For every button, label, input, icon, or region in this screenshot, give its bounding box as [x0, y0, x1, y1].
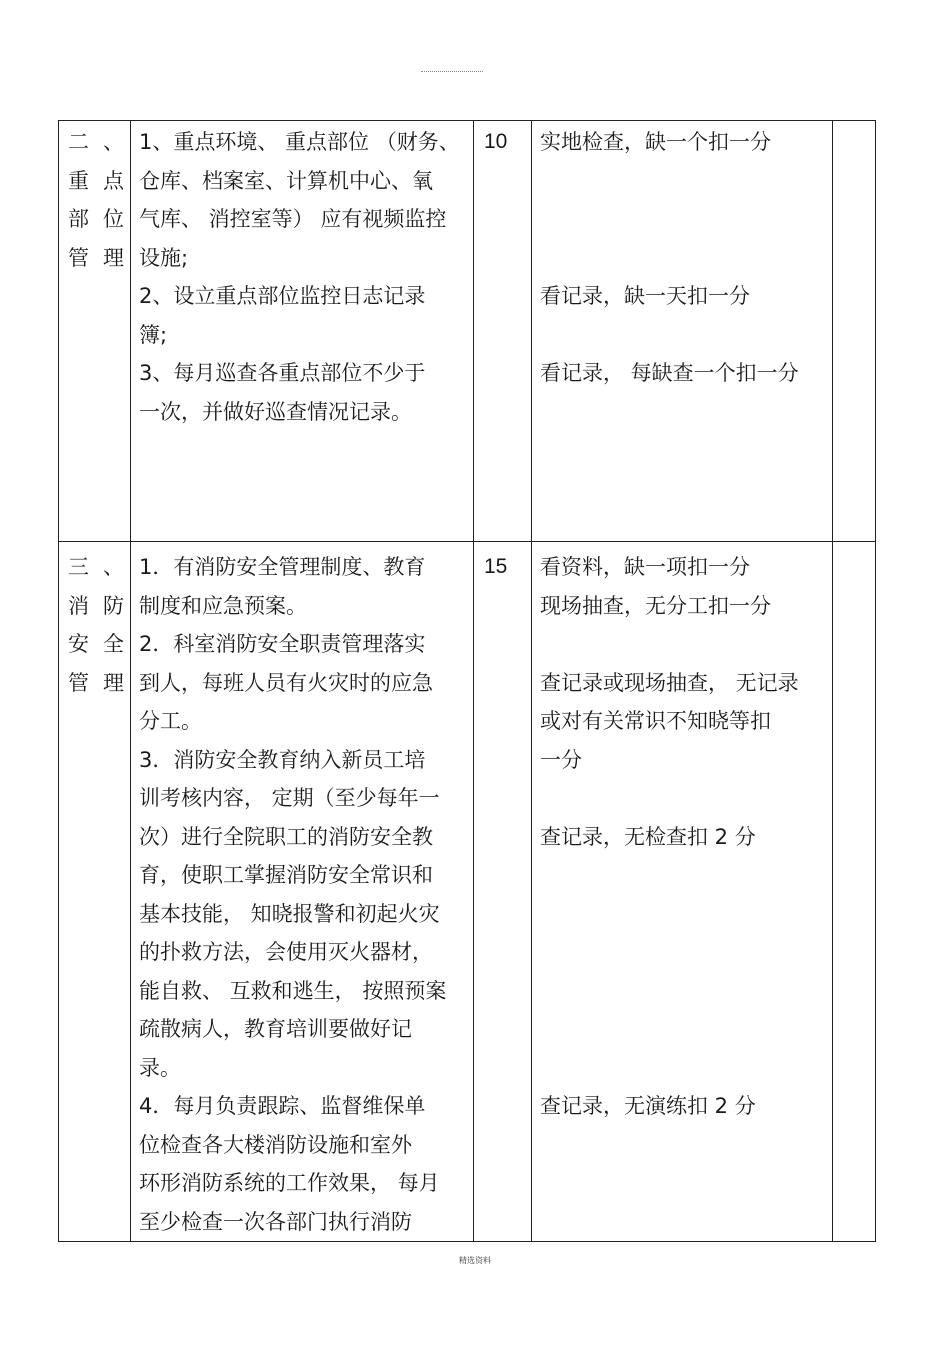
category-line: 管理 [68, 670, 124, 695]
category-line: 消 防 [68, 593, 124, 618]
criteria-line: 一分 [540, 747, 582, 772]
content-line: 的扑救方法，会使用灭火器材， [139, 940, 433, 964]
category-line: 安 全 [68, 632, 124, 656]
content-line: 制度和应急预案。 [139, 593, 307, 618]
criteria-line: 查记录，无检查扣 2 分 [540, 824, 756, 849]
content-line: 1．有消防安全管理制度、教育 [139, 555, 426, 579]
criteria-line: 看资料，缺一项扣一分 [540, 555, 750, 579]
category-line: 三 、 [68, 555, 124, 579]
content-line: 一次，并做好巡查情况记录。 [139, 399, 412, 424]
blank-cell [833, 542, 876, 1242]
content-line: 录。 [139, 1055, 181, 1080]
table-row [59, 121, 876, 542]
content-line: 气库、 消控室等） 应有视频监控 [139, 207, 447, 231]
criteria-line: 查记录或现场抽查， 无记录 [540, 670, 799, 695]
score-cell [474, 542, 532, 1242]
criteria-line: 看记录， 每缺查一个扣一分 [540, 361, 799, 385]
content-line: 环形消防系统的工作效果， 每月 [139, 1171, 440, 1195]
score-cell [474, 121, 532, 542]
content-line: 3、每月巡查各重点部位不少于 [139, 361, 426, 385]
score-value: 10 [484, 130, 508, 153]
content-line: 至少检查一次各部门执行消防 [139, 1209, 412, 1234]
criteria-cell [532, 542, 833, 1242]
content-line: 到人，每班人员有火灾时的应急 [139, 670, 433, 695]
category-line: 部位 [68, 207, 124, 231]
category-line: 重 点 [68, 168, 124, 193]
criteria-line: 实地检查，缺一个扣一分 [540, 130, 771, 154]
content-line: 1、重点环境、 重点部位 （财务、 [139, 130, 460, 154]
content-line: 基本技能， 知晓报警和初起火灾 [139, 901, 440, 926]
content-line: 能自救、 互救和逃生， 按照预案 [139, 978, 447, 1003]
content-line: 簿; [139, 322, 168, 347]
score-value: 15 [484, 555, 508, 578]
criteria-line: 看记录，缺一天扣一分 [540, 284, 750, 308]
content-line: 训考核内容， 定期（至少每年一 [139, 786, 440, 810]
criteria-line: 或对有关常识不知晓等扣 [540, 709, 771, 733]
content-line: 2、设立重点部位监控日志记录 [139, 284, 426, 308]
criteria-line: 查记录，无演练扣 2 分 [540, 1094, 756, 1118]
content-line: 次）进行全院职工的消防安全教 [139, 824, 433, 849]
content-line: 2．科室消防安全职责管理落实 [139, 632, 426, 656]
category-line: 二 、 [68, 130, 124, 154]
criteria-line: 现场抽查，无分工扣一分 [540, 593, 771, 618]
category-cell [59, 542, 131, 1242]
content-line: 分工。 [139, 709, 202, 733]
content-line: 育，使职工掌握消防安全常识和 [139, 863, 433, 887]
content-line: 位检查各大楼消防设施和室外 [139, 1132, 412, 1157]
content-line: 4．每月负责跟踪、监督维保单 [139, 1094, 426, 1118]
content-line: 疏散病人，教育培训要做好记 [139, 1017, 412, 1041]
content-cell [131, 121, 474, 542]
page-footer: 精选资料 [459, 1256, 491, 1265]
table-row [59, 542, 876, 1242]
criteria-cell [532, 121, 833, 542]
assessment-table [58, 120, 876, 1242]
blank-cell [833, 121, 876, 542]
header-dotted-rule [421, 71, 483, 72]
content-line: 设施; [139, 245, 189, 270]
content-cell [131, 542, 474, 1242]
category-cell [59, 121, 131, 542]
content-line: 仓库、档案室、计算机中心、氧 [139, 168, 433, 193]
content-line: 3．消防安全教育纳入新员工培 [139, 747, 426, 772]
category-line: 管理 [68, 245, 124, 270]
